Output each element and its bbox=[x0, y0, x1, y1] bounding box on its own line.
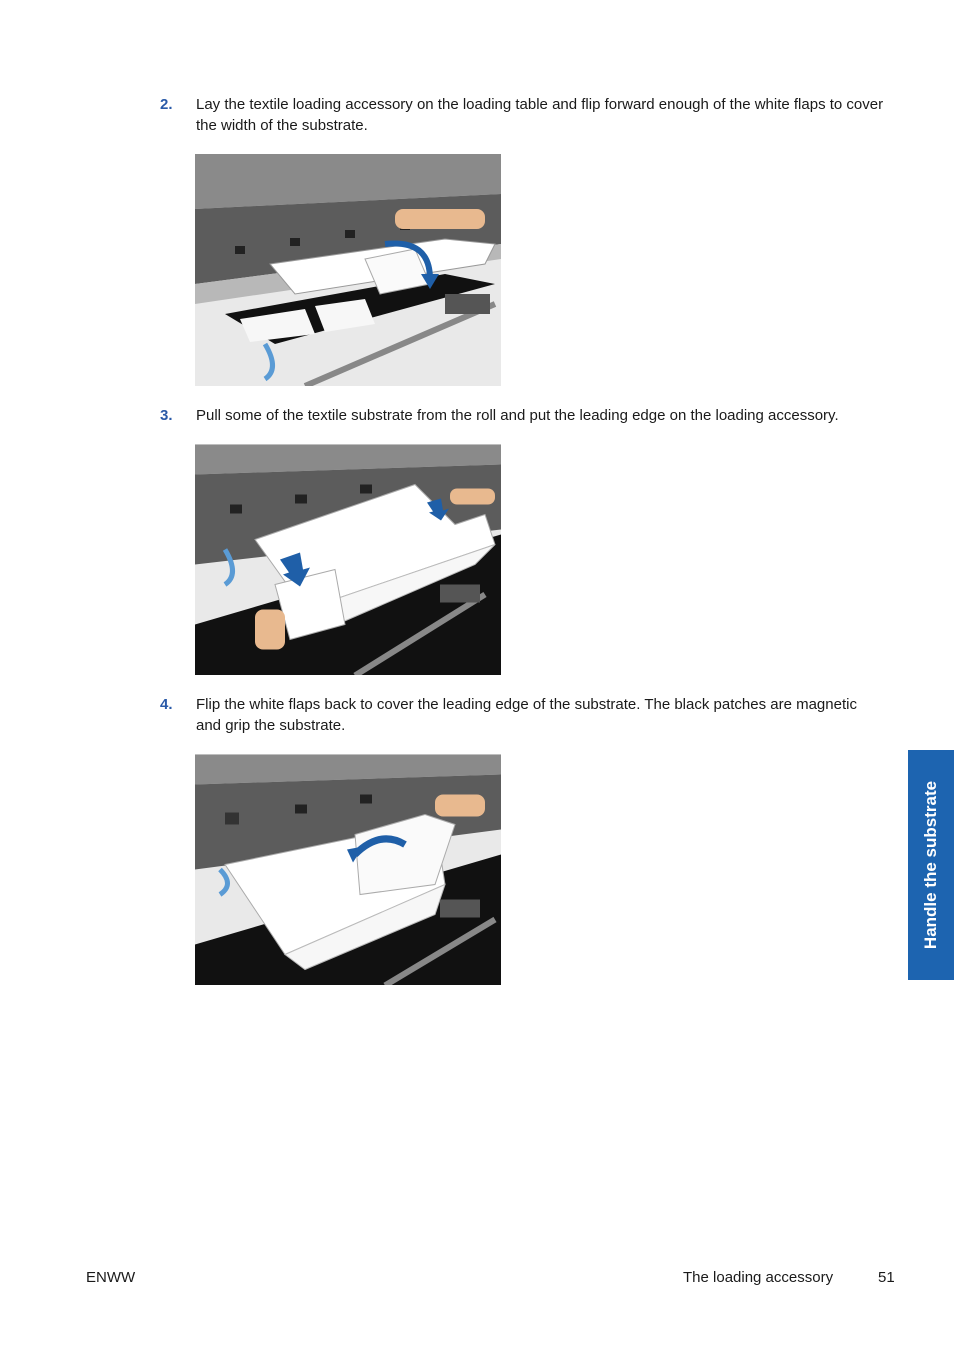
step-text: Flip the white flaps back to cover the leading edge of the substrate. The black patches are magnetic and grip the substrate. bbox=[196, 696, 857, 734]
substrate-leading-edge-image bbox=[195, 444, 501, 675]
printer-flaps-forward-image bbox=[195, 154, 501, 386]
footer-enww: ENWW bbox=[86, 1269, 136, 1286]
step-text: Pull some of the textile substrate from the roll and put the leading edge on the loading accessory. bbox=[196, 407, 839, 424]
step-text: Lay the textile loading accessory on the loading table and flip forward enough of the white flaps to cover the width of the substrate. bbox=[196, 96, 884, 134]
step-2-illustration bbox=[195, 154, 501, 386]
step-number: 4. bbox=[160, 696, 173, 713]
step-number: 2. bbox=[160, 96, 173, 113]
footer-page-number: 51 bbox=[878, 1269, 895, 1286]
flaps-back-image bbox=[195, 754, 501, 985]
footer-section-title: The loading accessory bbox=[683, 1269, 834, 1286]
step-number: 3. bbox=[160, 407, 173, 424]
chapter-side-tab bbox=[908, 750, 954, 980]
step-4-illustration bbox=[195, 754, 501, 985]
chapter-side-tab-label: Handle the substrate bbox=[921, 780, 940, 950]
step-3-illustration bbox=[195, 444, 501, 675]
